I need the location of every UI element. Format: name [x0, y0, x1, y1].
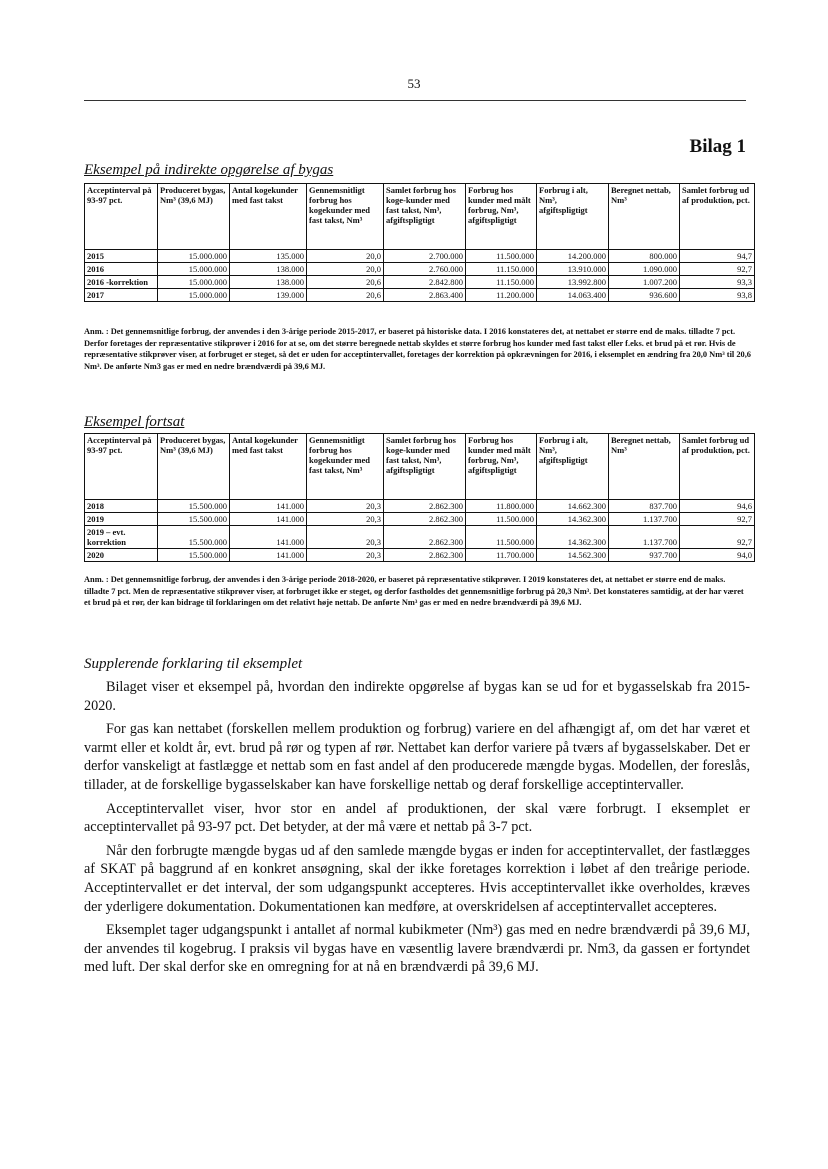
column-header: Produceret bygas, Nm³ (39,6 MJ) — [158, 184, 230, 250]
table-cell: 15.500.000 — [158, 500, 230, 513]
paragraph: Eksemplet tager udgangspunkt i antallet af normal kubikmeter (Nm³) gas med en nedre brændværdi på 39,6 MJ, der anvendes til kogebrug. I praksis vil bygas have en væsentlig lavere brændværdi pr. Nm3, da gassen er fortyndet med luft. Der skal derfor ske en omregning for at nå en brændværdi på 39,6 MJ. — [84, 922, 750, 976]
table-cell: 13.992.800 — [537, 276, 609, 289]
column-header: Beregnet nettab, Nm³ — [609, 184, 680, 250]
table-cell: 1.137.700 — [609, 513, 680, 526]
column-header: Acceptinterval på 93-97 pct. — [85, 434, 158, 500]
table-cell: 20,3 — [307, 513, 384, 526]
table-cell: 11.150.000 — [466, 263, 537, 276]
table-cell: 20,3 — [307, 500, 384, 513]
header-rule — [84, 100, 746, 101]
table-cell: 141.000 — [230, 526, 307, 549]
column-header: Forbrug hos kunder med målt forbrug, Nm³, afgiftspligtigt — [466, 184, 537, 250]
row-label: 2019 — [85, 513, 158, 526]
table-cell: 139.000 — [230, 289, 307, 302]
column-header: Forbrug i alt, Nm³, afgiftspligtigt — [537, 434, 609, 500]
table-cell: 15.500.000 — [158, 526, 230, 549]
table-cell: 937.700 — [609, 549, 680, 562]
table-row — [85, 549, 755, 562]
table-cell: 93,3 — [680, 276, 755, 289]
table-cell: 2.760.000 — [384, 263, 466, 276]
column-header: Produceret bygas, Nm³ (39,6 MJ) — [158, 434, 230, 500]
table-cell: 20,3 — [307, 526, 384, 549]
table-cell: 94,0 — [680, 549, 755, 562]
table-cell: 1.090.000 — [609, 263, 680, 276]
table-cell: 2.862.300 — [384, 513, 466, 526]
row-label: 2019 – evt. korrektion — [85, 526, 158, 549]
table-row — [85, 513, 755, 526]
table-cell: 15.000.000 — [158, 250, 230, 263]
column-header: Antal kogekunder med fast takst — [230, 434, 307, 500]
example-1-note: Anm. : Det gennemsnitlige forbrug, der anvendes i den 3-årige periode 2015-2017, er baseret på historiske data. I 2016 konstateres det, at nettabet er større end de maks. tilladte 7 pct. Derfor foretages der repræsentative stikprøver i 2016 for at se, om det større beregnede nettab skyldes et større forbrug hos kunder med fast takst eller f.eks. et brud på et rør. Hvis de repræsentative stikprøver viser, at forbruget er steget, så det er uden for acceptintervallet, foretages der korrektion på opkrævningen for 2016, i eksemplet en ændring fra 20,0 Nm³ til 20,6 Nm³. De anførte Nm3 gas er med en nedre brændværdi på 39,6 MJ. — [84, 327, 751, 371]
table-cell: 20,0 — [307, 263, 384, 276]
table-row — [85, 289, 755, 302]
table-cell: 936.600 — [609, 289, 680, 302]
table-row — [85, 276, 755, 289]
table-cell: 15.000.000 — [158, 276, 230, 289]
table-cell: 14.063.400 — [537, 289, 609, 302]
example-2-table — [84, 433, 755, 562]
column-header: Samlet forbrug ud af produktion, pct. — [680, 434, 755, 500]
table-cell: 135.000 — [230, 250, 307, 263]
table-cell: 2.842.800 — [384, 276, 466, 289]
column-header: Samlet forbrug hos koge-kunder med fast takst, Nm³, afgiftspligtigt — [384, 434, 466, 500]
appendix-label: Bilag 1 — [689, 136, 746, 157]
row-label: 2017 — [85, 289, 158, 302]
table-cell: 2.862.300 — [384, 500, 466, 513]
table-cell: 20,6 — [307, 276, 384, 289]
table-cell: 11.800.000 — [466, 500, 537, 513]
table-cell: 20,6 — [307, 289, 384, 302]
table-cell: 141.000 — [230, 513, 307, 526]
page-number: 53 — [407, 76, 421, 91]
row-label: 2016 -korrektion — [85, 276, 158, 289]
column-header: Antal kogekunder med fast takst — [230, 184, 307, 250]
table-cell: 14.200.000 — [537, 250, 609, 263]
column-header: Samlet forbrug ud af produktion, pct. — [680, 184, 755, 250]
table-cell: 800.000 — [609, 250, 680, 263]
table-cell: 93,8 — [680, 289, 755, 302]
table-cell: 20,3 — [307, 549, 384, 562]
column-header: Samlet forbrug hos koge-kunder med fast takst, Nm³, afgiftspligtigt — [384, 184, 466, 250]
example-2-title: Eksempel fortsat — [84, 414, 185, 430]
table-cell: 15.500.000 — [158, 549, 230, 562]
table-cell: 15.000.000 — [158, 289, 230, 302]
table-cell: 15.500.000 — [158, 513, 230, 526]
row-label: 2018 — [85, 500, 158, 513]
example-2-note: Anm. : Det gennemsnitlige forbrug, der anvendes i den 3-årige periode 2018-2020, er baseret på repræsentative stikprøver. I 2019 konstateres det, at nettabet er større end de maks. tilladte 7 pct. Men de repræsentative stikprøver viser, at forbruget ikke er steget, og derfor fastholdes det gennemsnitlige forbrug på 20,3 Nm³. Det konstateres samtidig, at der har været et brud på et rør, der kan bidrage til forklaringen om det relativt høje nettab. De anførte Nm³ gas er med en nedre brændværdi på 39,6 MJ. — [84, 575, 744, 608]
row-label: 2020 — [85, 549, 158, 562]
table-cell: 13.910.000 — [537, 263, 609, 276]
paragraph: For gas kan nettabet (forskellen mellem produktion og forbrug) variere en del afhængigt af, om det har været et varmt eller et koldt år, evt. brud på rør og typen af rør. Nettabet kan derfor variere på tværs af bygasselskaber. Det er derfor vanskeligt at fastlægge et nettab som en fast andel af den producerede mængde bygas. Modellen, der foreslås, tillader, at de forskellige bygasselskaber kan have forskellige nettab og deraf forskellige acceptintervaller. — [84, 721, 750, 793]
explanation-heading: Supplerende forklaring til eksemplet — [84, 656, 303, 672]
table-cell: 94,6 — [680, 500, 755, 513]
table-row — [85, 250, 755, 263]
example-1-title: Eksempel på indirekte opgørelse af bygas — [84, 162, 334, 178]
table-cell: 14.362.300 — [537, 513, 609, 526]
paragraph: Når den forbrugte mængde bygas ud af den samlede mængde bygas er inden for acceptintervallet, der fastlægges af SKAT på baggrund af en konkret ansøgning, skal der ikke foretages korrektion i løbet af den treårige periode. Acceptintervallet er det interval, der som udgangspunkt accepteres. Hvis acceptintervallet ikke overholdes, kræves der yderligere dokumentation. Dokumentationen kan medføre, at overskridelsen af acceptintervallet accepteres. — [84, 842, 750, 915]
table-cell: 1.137.700 — [609, 526, 680, 549]
table-row — [85, 263, 755, 276]
table-cell: 138.000 — [230, 263, 307, 276]
table-cell: 2.863.400 — [384, 289, 466, 302]
example-1-table — [84, 183, 755, 302]
table-cell: 138.000 — [230, 276, 307, 289]
column-header: Forbrug hos kunder med målt forbrug, Nm³, afgiftspligtigt — [466, 434, 537, 500]
row-label: 2015 — [85, 250, 158, 263]
column-header: Acceptinterval på 93-97 pct. — [85, 184, 158, 250]
table-cell: 11.150.000 — [466, 276, 537, 289]
table-cell: 94,7 — [680, 250, 755, 263]
table-cell: 837.700 — [609, 500, 680, 513]
table-cell: 1.007.200 — [609, 276, 680, 289]
table-cell: 11.200.000 — [466, 289, 537, 302]
table-cell: 14.662.300 — [537, 500, 609, 513]
table-cell: 11.700.000 — [466, 549, 537, 562]
table-cell: 92,7 — [680, 513, 755, 526]
paragraph: Acceptintervallet viser, hvor stor en andel af produktionen, der skal være forbrugt. I eksemplet er acceptintervallet på 93-97 pct. Det betyder, at der må være et nettab på 3-7 pct. — [84, 800, 750, 836]
table-cell: 11.500.000 — [466, 513, 537, 526]
table-cell: 11.500.000 — [466, 526, 537, 549]
column-header: Beregnet nettab, Nm³ — [609, 434, 680, 500]
table-cell: 14.362.300 — [537, 526, 609, 549]
paragraph: Bilaget viser et eksempel på, hvordan den indirekte opgørelse af bygas kan se ud for et bygasselskab fra 2015-2020. — [84, 679, 750, 714]
table-cell: 2.862.300 — [384, 526, 466, 549]
table-cell: 14.562.300 — [537, 549, 609, 562]
table-row — [85, 500, 755, 513]
column-header: Forbrug i alt, Nm³, afgiftspligtigt — [537, 184, 609, 250]
table-cell: 20,0 — [307, 250, 384, 263]
table-cell: 11.500.000 — [466, 250, 537, 263]
table-cell: 15.000.000 — [158, 263, 230, 276]
table-cell: 92,7 — [680, 263, 755, 276]
table-row — [85, 526, 755, 549]
table-cell: 2.700.000 — [384, 250, 466, 263]
table-cell: 141.000 — [230, 500, 307, 513]
column-header: Gennemsnitligt forbrug hos kogekunder med fast takst, Nm³ — [307, 184, 384, 250]
table-cell: 92,7 — [680, 526, 755, 549]
explanation-body — [84, 678, 750, 982]
table-cell: 141.000 — [230, 549, 307, 562]
column-header: Gennemsnitligt forbrug hos kogekunder med fast takst, Nm³ — [307, 434, 384, 500]
row-label: 2016 — [85, 263, 158, 276]
table-cell: 2.862.300 — [384, 549, 466, 562]
